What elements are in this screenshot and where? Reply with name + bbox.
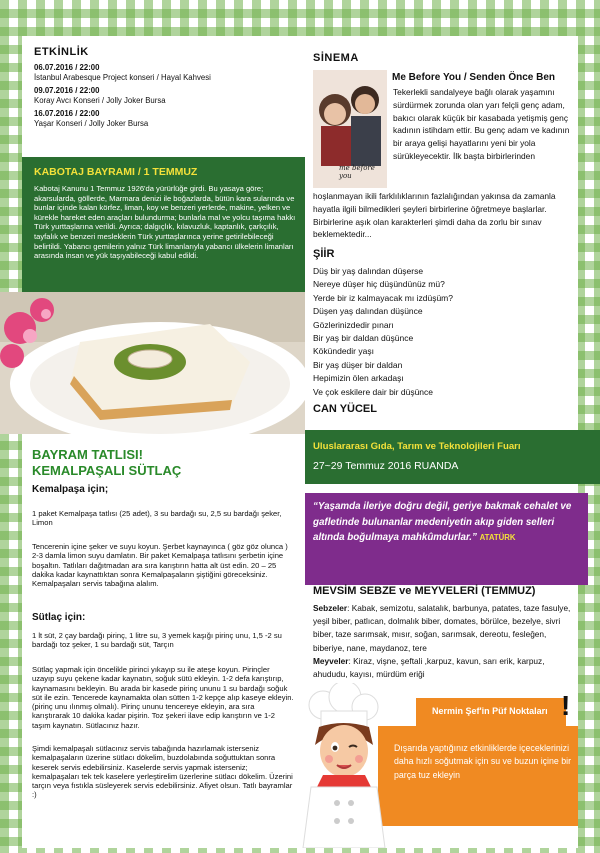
- fruits-list: : Kiraz, vişne, şeftali ,karpuz, kavun, sarı erik, karpuz, ahududu, kayısı, mürdüm eriği: [313, 655, 545, 680]
- quote-author: ATATÜRK: [479, 533, 516, 542]
- poem-line: Bir yaş bir daldan düşünce: [313, 333, 414, 344]
- chef-tip-title: Nermin Şef'in Püf Noktaları: [432, 706, 548, 716]
- recipe-title-line1: BAYRAM TATLISI!: [32, 447, 143, 462]
- recipe-steps-1: Tencerenin içine şeker ve suyu koyun. Şerbet kaynayınca ( göz göz olunca ) 2-3 damla limon suyu damlatın. Bir paket Kemalpaşa tatlısını şerbetin içine boşaltın. Tatlıları dağıtmadan ara sıra karıştırın hatta alt üst edin. 20 – 25 dakika kadar kaynattıktan sonra Kemalpaşaların şiştiğini göreceksiniz. Kemalpaşaları servis tabağına alalım.: [32, 542, 288, 589]
- poem-line: Gözlerinizdedir pınarı: [313, 319, 394, 330]
- kabotaj-title: KABOTAJ BAYRAMI / 1 TEMMUZ: [34, 166, 198, 178]
- vegetables-list: : Kabak, semizotu, salatalık, barbunya, patates, taze fasulye, yeşil biber, patlıcan, dolmalık biber, domates, börülce, bezelye, sivri biber, taze sarımsak, mısır, soğan, sarımsak, dereotu, fesleğen, biberiye, nane, maydanoz, tere: [313, 603, 571, 653]
- produce-list: [313, 602, 575, 681]
- fruits-label: Meyveler: [313, 655, 349, 666]
- movie-title: Me Before You / Senden Önce Ben: [392, 72, 555, 83]
- movie-synopsis-2: hoşlanmayan ikili farklılıklarının fazlalığından yakınsa da zamanla hayatla ilgili bilmedikleri şeyleri birbirlerine öğretmeye başlarlar. Birbirlerine aşık olan karakterleri şimdi daha da zorlu bir sınav beklemektedir...: [313, 191, 556, 240]
- event-date: 09.07.2016 / 22:00: [34, 86, 100, 95]
- recipe-steps-3: Şimdi kemalpaşalı sütlacınız servis tabağında hazırlamak isterseniz kemalpaşaların üzerine sütlacı dökelim, buzdolabında soğuttuktan sonra keserek servis edebilirsiniz. Kaselerde servis yapmak isterseniz; kemalpaşaları tek tek kaselere yerleştirelim üzerlerine sütlacı dökelim. Üzerini tarçın veya fıstıkla süsleyerek servis edebilirsiniz. Afiyet olsun. Tatlı bayramlar :): [32, 744, 293, 800]
- poem-line: Yerde bir iz kalmayacak mı izdüşüm?: [313, 292, 453, 303]
- dessert-illustration: [0, 292, 305, 434]
- fair-date: 27~29 Temmuz 2016 RUANDA: [313, 460, 459, 472]
- quote-text: [313, 499, 581, 546]
- event-desc: İstanbul Arabesque Project konseri / Hayal Kahvesi: [34, 73, 211, 82]
- poem-line: Kökündedir yaşı: [313, 346, 374, 357]
- chef-icon: [293, 683, 393, 848]
- event-desc: Koray Avcı Konseri / Jolly Joker Bursa: [34, 96, 166, 105]
- recipe-ingredients-1: 1 paket Kemalpaşa tatlısı (25 adet), 3 su bardağı su, 2,5 su bardağı şeker, Limon: [32, 509, 282, 528]
- produce-title: MEVSİM SEBZE ve MEYVELERİ (TEMMUZ): [313, 585, 536, 597]
- event-item: [34, 109, 274, 129]
- kabotaj-text: Kabotaj Kanunu 1 Temmuz 1926'da yürürlüğe girdi. Bu yasaya göre; akarsularda, göllerde, Marmara denizi ile boğazlarda, bütün kara sularında ve bunlar içinde kalan körfez, liman, koy ve benzeri yerlerde, makine, yelken ve kürekle hareket eden araçları bulundurma; bunlarla mal ve yolcu taşıma hakkı Türk yurttaşlarına verildi. Ayrıca; dalgıçlık, kılavuzluk, kaptanlık, çarkçılık, tayfalık ve benzeri mesleklerin Türk yurttaşlarınca yerine getirilebileceği belirtildi. Yabancı gemilerin yalnız Türk limanlarıyla yabancı ülkelerin limanları arasında insan ve yük taşıyabileceği kabul edildi.: [34, 184, 296, 261]
- chef-tip-text: Dışarıda yaptığınız etkinliklerde içeceklerinizi daha hızlı soğutmak için su ve buzun içine bir parça tuz ekleyin: [394, 743, 572, 780]
- event-item: [34, 86, 274, 106]
- poem-line: Düş bir yaş dalından düşerse: [313, 266, 424, 276]
- poem-title: ŞİİR: [313, 248, 335, 260]
- chef-illustration: [293, 683, 393, 848]
- recipe-title: [32, 447, 181, 479]
- event-date: 06.07.2016 / 22:00: [34, 63, 100, 72]
- dessert-photo: [0, 292, 305, 434]
- cinema-title: SİNEMA: [313, 52, 359, 64]
- poem-body: [313, 265, 573, 399]
- recipe-ingredients-2: 1 lt süt, 2 çay bardağı pirinç, 1 litre su, 3 yemek kaşığı pirinç unu, 1,5 -2 su bardağı toz şeker, 1 su bardağı süt, Tarçın: [32, 631, 282, 650]
- poem-line: Hepimizin ölen arkadaşı: [313, 373, 404, 384]
- poem-line: Nereye düşer hiç düşündünüz mü?: [313, 279, 445, 290]
- vegetables-label: Sebzeler: [313, 603, 348, 613]
- fair-panel: [305, 430, 600, 484]
- exclamation-icon: !: [561, 690, 571, 721]
- event-date: 16.07.2016 / 22:00: [34, 109, 100, 118]
- quote-body: “Yaşamda ileriye doğru değil, geriye bakmak cehalet ve gafletinde bulunanlar medeniyetin akıp giden selleri altında boğulmaya mahkûmdurlar.”: [313, 501, 572, 543]
- recipe-steps-2: Sütlaç yapmak için öncelikle pirinci yıkayıp su ile ateşe koyun. Pirinçler uzayıp suyu çekene kadar kaynatın, soğuk sütü ekleyin. 1-2 defa karıştırıp, kaynamasını bekleyin. Bu arada bir kasede pirinç ununu 1 su bardağı soğuk süt ile ezin. Tencerede kaynamakta olan sütten 1-2 kepçe alıp kaseye ekleyin. (pirinç unu ılınmış olmalı). Pirinç ununu tencereye ekleyin, ara sıra karıştırarak 10 dakika kadar pişirin. Toz şekeri ilave edip karıştırın ve 1-2 taşım kaynatın. Sütlacınız hazır.: [32, 665, 294, 730]
- poster-caption: me before you: [339, 164, 375, 180]
- poem-line: Bir yaş düşer bir daldan: [313, 359, 403, 370]
- movie-synopsis-1: Tekerlekli sandalyeye bağlı olarak yaşamını sürdürmek zorunda olan yarı felçli genç adam, bakıcı olarak küçük bir kasabada yetişmiş genç kadının istihdam ettir. Bu genç adam ve kadının bir araya gelişi hayatlarını yeni bir yola sürükleyecektir. İlk başta birbirlerinden: [393, 87, 570, 161]
- recipe-subtitle-sutlac: Sütlaç için:: [32, 612, 86, 623]
- event-item: [34, 63, 274, 83]
- events-title: ETKİNLİK: [34, 46, 89, 58]
- poet-name: CAN YÜCEL: [313, 403, 377, 415]
- movie-poster: [313, 70, 387, 188]
- recipe-title-line2: KEMALPAŞALI SÜTLAÇ: [32, 463, 182, 478]
- event-desc: Yaşar Konseri / Jolly Joker Bursa: [34, 119, 149, 128]
- fair-title: Uluslararası Gıda, Tarım ve Teknolojileri Fuarı: [313, 441, 521, 452]
- poem-line: Düşen yaş dalından düşünce: [313, 306, 423, 317]
- poem-line: Ve çok eskilere dair bir düşünce: [313, 386, 434, 397]
- recipe-subtitle-kemalpasa: Kemalpaşa için;: [32, 484, 109, 495]
